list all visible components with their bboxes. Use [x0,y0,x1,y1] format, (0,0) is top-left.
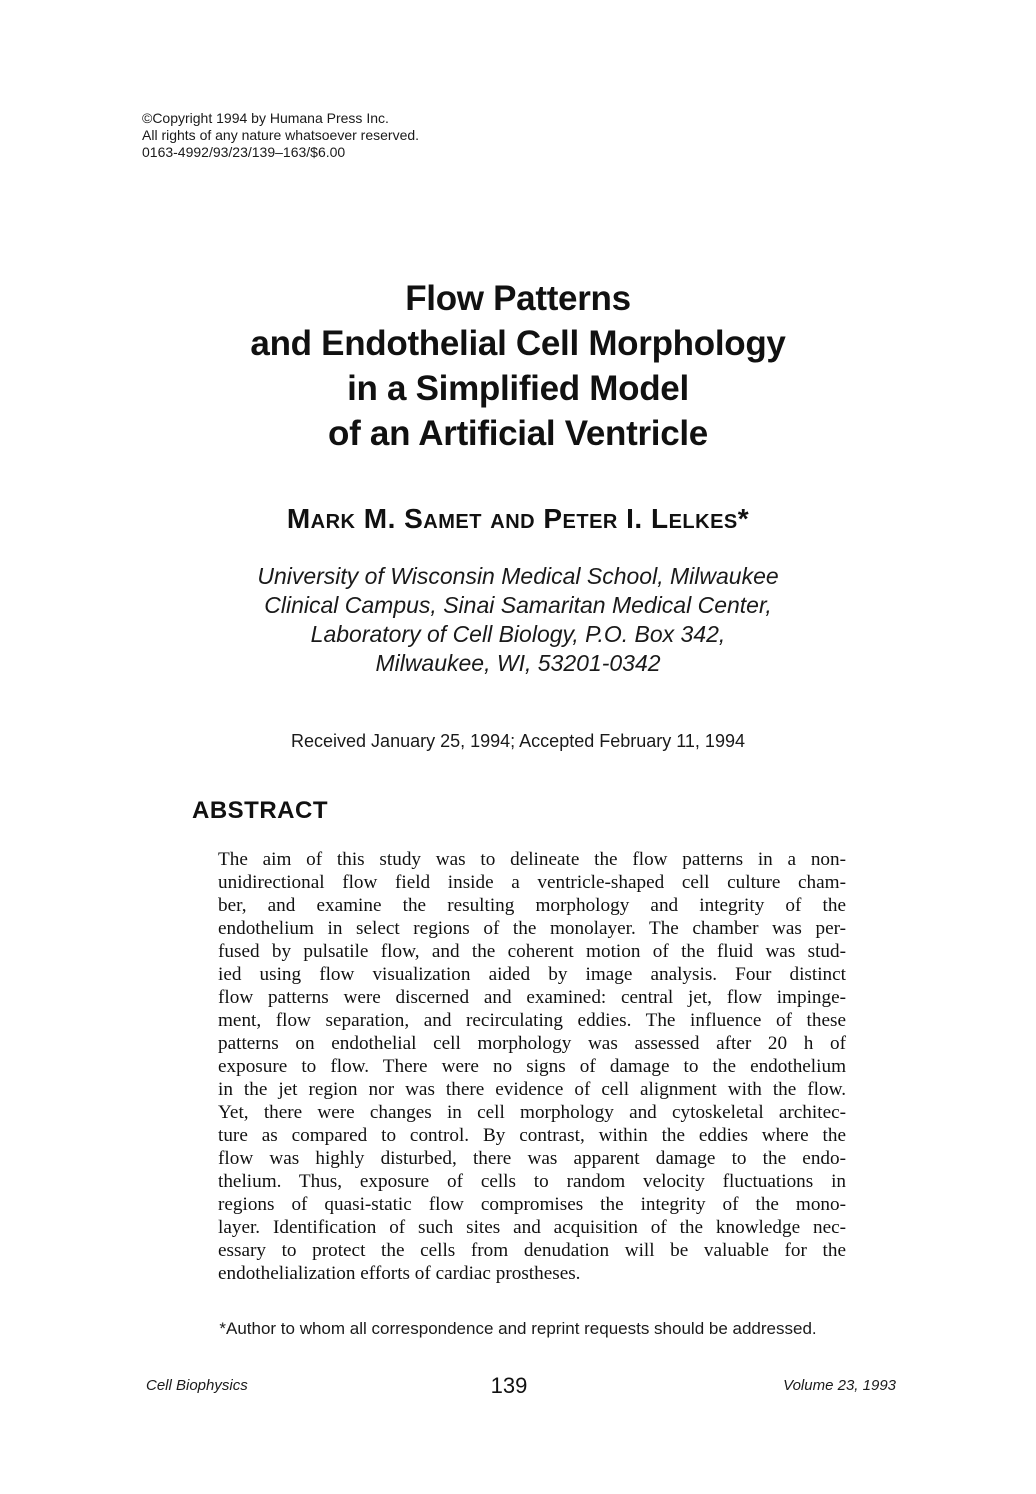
received-dates: Received January 25, 1994; Accepted February 11, 1994 [291,731,745,751]
journal-name: Cell Biophysics [146,1377,248,1394]
title-line: Flow Patterns [405,279,631,318]
affiliation-line: University of Wisconsin Medical School, Milwaukee [257,563,779,589]
abstract-line: ber, and examine the resulting morphology and integrity of the [218,895,846,916]
abstract-line: ture as compared to control. By contrast, within the eddies where the [218,1125,846,1146]
abstract-line: ied using flow visualization aided by image analysis. Four distinct [218,964,846,985]
correspondence-footnote: *Author to whom all correspondence and reprint requests should be addressed. [219,1319,817,1338]
abstract-line: patterns on endothelial cell morphology was assessed after 20 h of [218,1033,846,1054]
abstract-text [218,848,846,1285]
volume-year: Volume 23, 1993 [783,1377,896,1394]
affiliation-line: Clinical Campus, Sinai Samaritan Medical Center, [264,592,772,618]
title-line: and Endothelial Cell Morphology [250,324,786,363]
abstract-heading: ABSTRACT [192,797,328,824]
affiliation-line: Milwaukee, WI, 53201-0342 [375,650,661,676]
abstract-line: The aim of this study was to delineate the flow patterns in a non- [218,849,846,870]
page-number: 139 [490,1373,528,1398]
abstract-line: flow was highly disturbed, there was apparent damage to the endo- [218,1148,846,1169]
author-list: Mark M. Samet and Peter I. Lelkes* [286,503,750,534]
abstract-line: fused by pulsatile flow, and the coherent motion of the fluid was stud- [218,941,846,962]
title-line: in a Simplified Model [347,369,689,408]
copyright-line: ©Copyright 1994 by Humana Press Inc. [142,110,389,126]
abstract-line: endothelialization efforts of cardiac prostheses. [218,1263,581,1284]
copyright-block [142,110,419,161]
rights-line: All rights of any nature whatsoever reserved. [142,127,420,143]
affiliation-line: Laboratory of Cell Biology, P.O. Box 342, [310,621,726,647]
abstract-line: Yet, there were changes in cell morphology and cytoskeletal architec- [218,1102,846,1123]
abstract-line: layer. Identification of such sites and acquisition of the knowledge nec- [218,1217,846,1238]
title-line: of an Artificial Ventricle [328,414,708,453]
abstract-line: regions of quasi-static flow compromises the integrity of the mono- [218,1194,846,1215]
abstract-line: exposure to flow. There were no signs of damage to the endothelium [218,1056,846,1077]
abstract-line: flow patterns were discerned and examined: central jet, flow impinge- [218,987,846,1008]
abstract-line: unidirectional flow field inside a ventricle-shaped cell culture cham- [218,872,846,893]
abstract-line: thelium. Thus, exposure of cells to random velocity fluctuations in [218,1171,846,1192]
issn-line: 0163-4992/93/23/139–163/$6.00 [142,144,346,160]
abstract-line: in the jet region nor was there evidence of cell alignment with the flow. [218,1079,846,1100]
affiliation-block [0,562,1036,678]
abstract-line: endothelium in select regions of the monolayer. The chamber was per- [218,918,846,939]
abstract-line: essary to protect the cells from denudation will be valuable for the [218,1240,846,1261]
abstract-line: ment, flow separation, and recirculating eddies. The influence of these [218,1010,846,1031]
article-title [0,276,1036,456]
